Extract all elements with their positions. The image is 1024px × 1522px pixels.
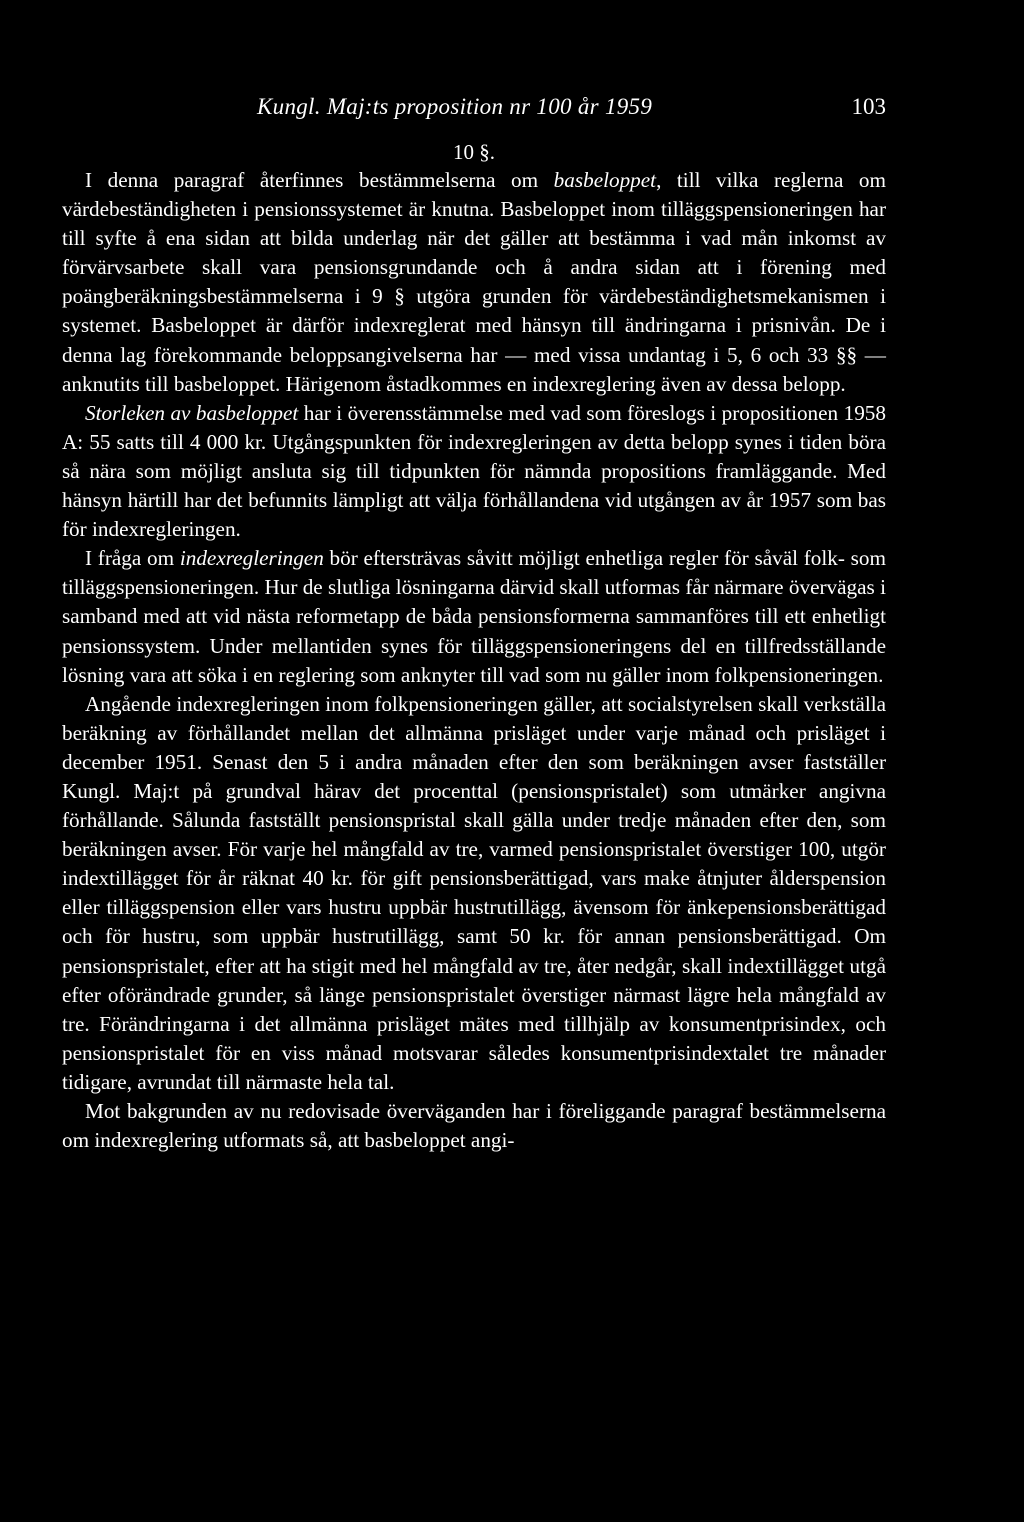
- body-text: [62, 166, 886, 1155]
- paragraph: [62, 399, 886, 544]
- text-segment: , till vilka reglerna om värdebeständigheten i pensionssystemet är knutna. Basbeloppet inom tilläggspensioneringen har till syfte å ena sidan att bilda underlag när det gäller att bestämma i vad mån inkomst av förvärvsarbete skall vara pensionsgrundande och å andra sidan att i förening med poängberäkningsbestämmelserna i 9 § utgöra grunden för värdebeständighetsmekanismen i systemet. Basbeloppet är därför indexreglerat med hänsyn till ändringarna i prisnivån. De i denna lag förekommande beloppsangivelserna har — med vissa undantag i 5, 6 och 33 §§ — anknutits till basbeloppet. Härigenom åstadkommes en indexreglering även av dessa belopp.: [62, 168, 886, 396]
- running-header: [62, 94, 886, 128]
- text-segment: har i överensstämmelse med vad som föreslogs i propositionen 1958 A: 55 satts till 4 000 kr. Utgångspunkten för indexregleringen av detta belopp synes i tiden böra så nära som möjligt ansluta sig till tidpunkten för nämnda propositions framläggande. Med hänsyn härtill har det befunnits lämpligt att välja förhållandena vid utgången av år 1957 som bas för indexregleringen.: [62, 400, 886, 542]
- text-segment: I denna paragraf återfinnes bestämmelserna om: [85, 168, 554, 192]
- section-heading: 10 §.: [453, 140, 495, 164]
- italic-term: Storleken av basbeloppet: [85, 400, 299, 425]
- italic-term: basbeloppet: [553, 168, 657, 192]
- page-number: 103: [851, 94, 886, 119]
- text-segment: bör eftersträvas såvitt möjligt enhetliga regler för såväl folk- som tilläggspensioneringen. Hur de slutliga lösningarna därvid skall utformas får närmare övervägas i samband med att vid nästa reformetapp de båda pensionsformerna sammanföres till ett enhetligt pensionssystem. Under mellantiden synes för tilläggspensioneringens del en tillfredsställande lösning vara att söka i en reglering som anknyter till vad som nu gäller inom folkpensioneringen.: [62, 546, 886, 687]
- text-segment: Angående indexregleringen inom folkpensioneringen gäller, att socialstyrelsen skall verkställa beräkning av förhållandet mellan det allmänna prisläget under varje månad och prisläget i december 1951. Senast den 5 i andra månaden efter den som beräkningen avser fastställer Kungl. Maj:t på grundval härav det procenttal (pensionspristalet) som utmärker angivna förhållande. Sålunda fastställt pensionspristal skall gälla under tredje månaden efter den, som beräkningen avser. För varje hel mångfald av tre, varmed pensionspristalet överstiger 100, utgör indextillägget för år räknat 40 kr. för gift pensionsberättigad, vars make åtnjuter ålderspension eller tilläggspension eller vars hustru uppbär hustrutillägg, ävensom för änkepensionsberättigad och för hustru, som uppbär hustrutillägg, samt 50 kr. för annan pensionsberättigad. Om pensionspristalet, efter att ha stigit med hel mångfald av tre, åter nedgår, skall indextillägget utgå efter oförändrade grunder, så länge pensionspristalet överstiger närmast lägre hela mångfald av tre. Förändringarna i det allmänna prisläget mätes med tillhjälp av konsumentprisindex, och pensionspristalet för en viss månad motsvarar således konsumentprisindextalet tre månader tidigare, avrundat till närmaste hela tal.: [62, 691, 886, 1094]
- header-title: Kungl. Maj:ts proposition nr 100 år 1959: [257, 94, 653, 119]
- italic-term: indexregleringen: [179, 546, 324, 571]
- paragraph: [62, 166, 886, 399]
- text-segment: Mot bakgrunden av nu redovisade överväganden har i föreliggande paragraf bestämmelserna om indexreglering utformats så, att basbeloppet angi-: [62, 1099, 886, 1153]
- paragraph: [62, 690, 886, 1097]
- text-segment: I fråga om: [85, 546, 180, 571]
- paragraph: [62, 1097, 886, 1155]
- paragraph: [62, 544, 886, 689]
